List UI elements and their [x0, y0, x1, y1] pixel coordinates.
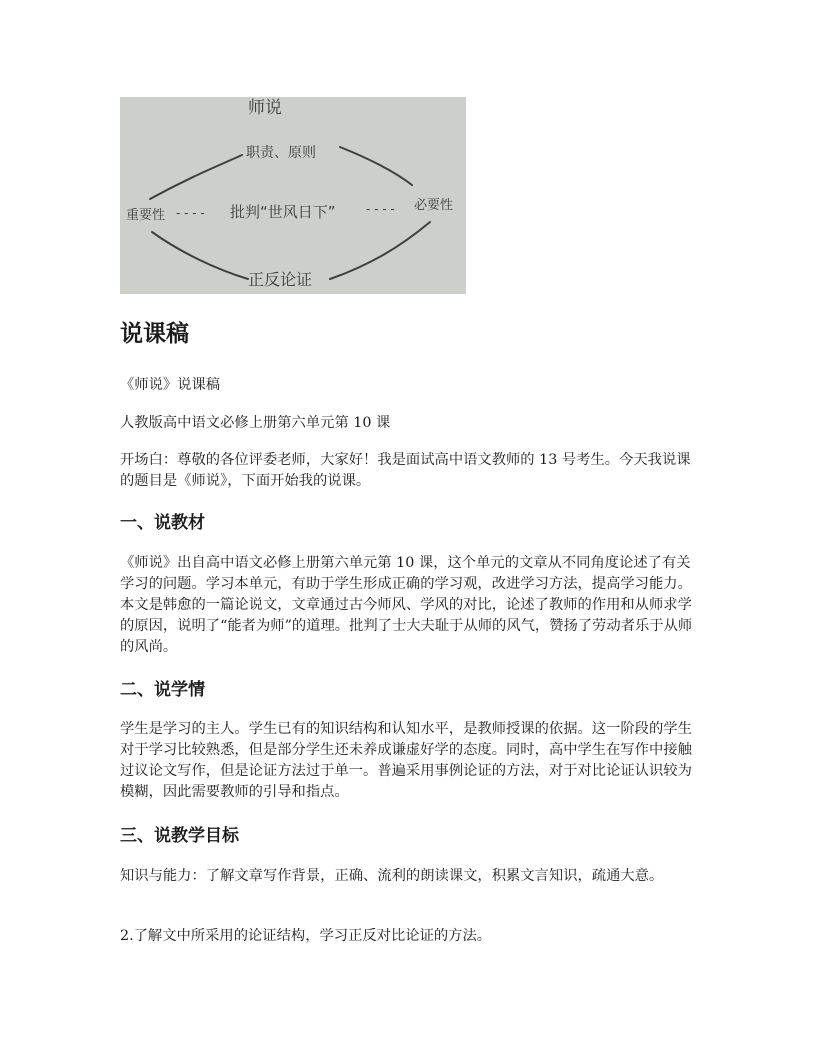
document-title: 说课稿: [120, 321, 189, 347]
diagram-bottom-label: 正反论证: [248, 270, 313, 289]
document-subtitle: 《师说》说课稿: [120, 377, 221, 393]
diagram-title: 师说: [248, 98, 282, 118]
diagram-dash-left: - - - -: [176, 206, 205, 220]
diagram-dash-right: - - - -: [366, 202, 395, 216]
opening-paragraph: 开场白：尊敬的各位评委老师，大家好！我是面试高中语文教师的 13 号考生。今天我说课的题目是《师说》，下面开始我的说课。: [120, 452, 691, 489]
section-heading-objectives: 三、说教学目标: [120, 826, 239, 846]
diagram-center-label: 批判“世风日下”: [230, 203, 336, 221]
diagram-right-label: 必要性: [414, 198, 454, 213]
section-body-textbook: 《师说》出自高中语文必修上册第六单元第 10 课，这个单元的文章从不同角度论述了有关学习的问题。学习本单元，有助于学生形成正确的学习观，改进学习方法，提高学习能力。本文是韩愈的一篇论说文，文章通过古今师风、学风的对比，论述了教师的作用和从师求学的原因，说明了“能者为师”的道理。批判了士大夫耻于从师的风气，赞扬了劳动者乐于从师的风尚。: [120, 555, 693, 655]
objective-argument: 2.了解文中所采用的论证结构，学习正反对比论证的方法。: [120, 928, 492, 944]
section-heading-students: 二、说学情: [120, 680, 205, 700]
diagram-sketch: [120, 97, 466, 294]
objective-knowledge: 知识与能力：了解文章写作背景，正确、流利的朗读课文，积累文言知识，疏通大意。: [120, 868, 664, 884]
edition-line: 人教版高中语文必修上册第六单元第 10 课: [120, 415, 391, 431]
diagram-left-label: 重要性: [126, 208, 166, 223]
handwritten-diagram-photo: [120, 97, 466, 294]
section-heading-textbook: 一、说教材: [120, 513, 205, 533]
diagram-top-label: 职责、原则: [246, 145, 316, 161]
section-body-students: 学生是学习的主人。学生已有的知识结构和认知水平，是教师授课的依据。这一阶段的学生对于学习比较熟悉，但是部分学生还未养成谦虚好学的态度。同时，高中学生在写作中接触过议论文写作，但是论证方法过于单一。普遍采用事例论证的方法，对于对比论证认识较为模糊，因此需要教师的引导和指点。: [120, 721, 692, 800]
